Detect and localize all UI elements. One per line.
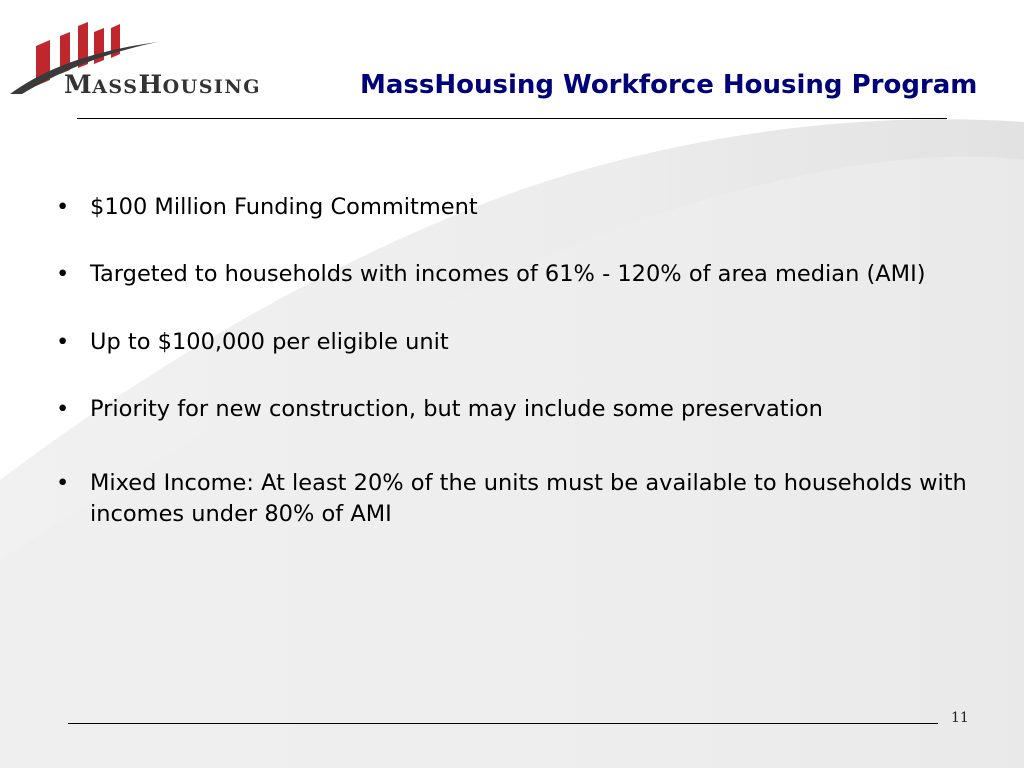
bullet-marker: • — [56, 470, 70, 496]
bullet-item — [50, 192, 980, 223]
logo-wordmark: MASSHOUSING — [64, 70, 261, 99]
footer-divider — [68, 723, 938, 724]
bullet-text: $100 Million Funding Commitment — [90, 194, 478, 220]
bullet-text: Up to $100,000 per eligible unit — [90, 329, 449, 355]
bullet-text: Mixed Income: At least 20% of the units must be available to households with incomes under 80% of AMI — [90, 470, 967, 527]
page-title: MassHousing Workforce Housing Program — [360, 70, 978, 100]
bullet-item — [50, 327, 980, 358]
bullet-list — [50, 192, 980, 530]
bullet-text: Priority for new construction, but may include some preservation — [90, 396, 823, 422]
bullet-marker: • — [56, 396, 70, 422]
bullet-item — [50, 394, 980, 425]
bullet-item — [50, 259, 980, 290]
bullet-marker: • — [56, 194, 70, 220]
bullet-marker: • — [56, 329, 70, 355]
bullet-marker: • — [56, 261, 70, 287]
page-number: 11 — [951, 710, 969, 726]
bullet-text: Targeted to households with incomes of 61% - 120% of area median (AMI) — [90, 261, 926, 287]
bullet-item — [50, 468, 980, 530]
header-divider — [77, 118, 947, 119]
